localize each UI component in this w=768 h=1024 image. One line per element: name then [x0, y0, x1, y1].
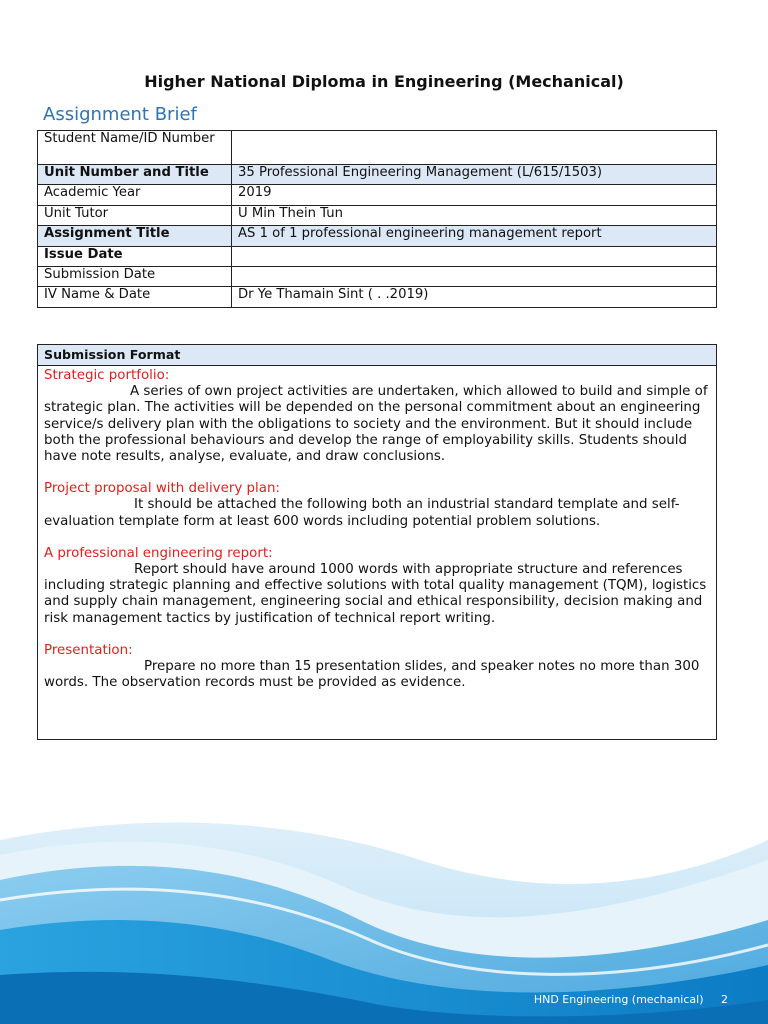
decorative-wave-graphic [0, 800, 768, 1024]
table-row [38, 165, 717, 185]
table-row [38, 205, 717, 225]
row-label: Academic Year [38, 185, 232, 205]
section-text: It should be attached the following both an industrial standard template and self-evaluation template form at least 600 words including potential problem solutions. [44, 497, 680, 529]
row-label: Student Name/ID Number [38, 131, 232, 165]
submission-format-box [37, 344, 717, 740]
footer-text: HND Engineering (mechanical) [533, 993, 704, 1006]
assignment-info-table [37, 130, 717, 308]
row-label: Submission Date [38, 266, 232, 286]
section-text: A series of own project activities are undertaken, which allowed to build and simple of strategic plan. The activities will be depended on the personal commitment about an engineering service/s delivery plan with the obligations to society and the environment. But it should include both the professional behaviours and develop the range of employability skills. Students should have note results, analyse, evaluate, and draw conclusions. [44, 384, 708, 465]
row-value: Dr Ye Thamain Sint ( . .2019) [232, 287, 717, 307]
table-row [38, 131, 717, 165]
row-label: Assignment Title [38, 226, 232, 246]
assignment-brief-heading: Assignment Brief [43, 104, 197, 125]
table-row [38, 226, 717, 246]
section-title: Presentation: [44, 642, 133, 658]
section-title: Project proposal with delivery plan: [44, 481, 280, 497]
section-text: Prepare no more than 15 presentation slides, and speaker notes no more than 300 words. The observation records must be provided as evidence. [44, 659, 700, 691]
row-label: Issue Date [38, 246, 232, 266]
section-title: Strategic portfolio: [44, 368, 170, 383]
row-value [232, 246, 717, 266]
row-value [232, 266, 717, 286]
section-text: Report should have around 1000 words with appropriate structure and references including strategic planning and effective solutions with total quality management (TQM), logistics and supply chain management, engineering social and ethical responsibility, decision making and risk management tactics by justification of technical report writing. [44, 562, 707, 626]
document-title: Higher National Diploma in Engineering (Mechanical) [144, 72, 624, 91]
row-value: 2019 [232, 185, 717, 205]
submission-format-body [38, 366, 716, 709]
table-row [38, 246, 717, 266]
submission-format-heading: Submission Format [38, 345, 716, 366]
section-title: A professional engineering report: [44, 545, 273, 561]
row-label: Unit Number and Title [38, 165, 232, 185]
row-value: AS 1 of 1 professional engineering management report [232, 226, 717, 246]
row-value: 35 Professional Engineering Management (L/615/1503) [232, 165, 717, 185]
table-row [38, 266, 717, 286]
table-row [38, 185, 717, 205]
row-label: IV Name & Date [38, 287, 232, 307]
page-footer [520, 993, 728, 1006]
row-label: Unit Tutor [38, 205, 232, 225]
row-value: U Min Thein Tun [232, 205, 717, 225]
page-number: 2 [721, 993, 728, 1006]
table-row [38, 287, 717, 307]
row-value [232, 131, 717, 165]
